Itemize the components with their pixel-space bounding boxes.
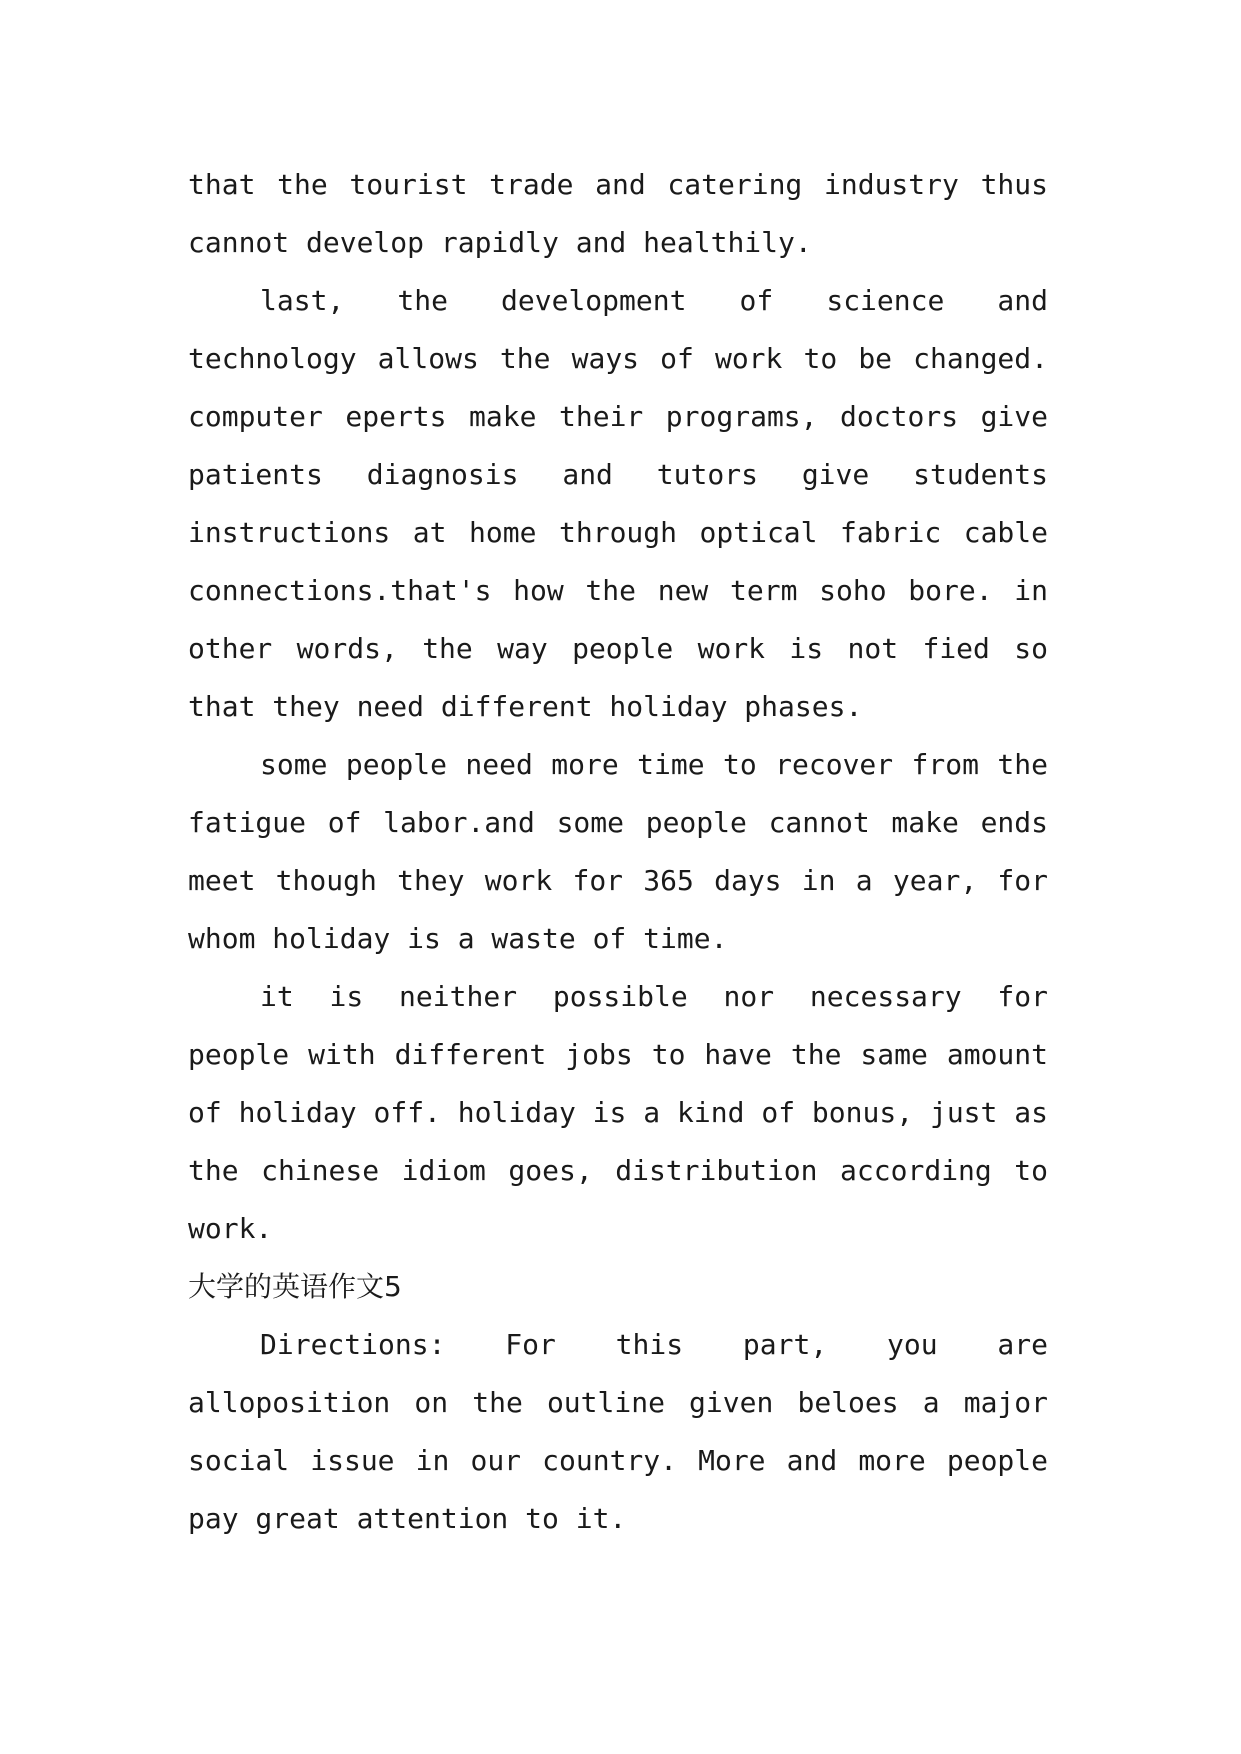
paragraph-fatigue: some people need more time to recover from the fatigue of labor.and some people cannot make ends meet though they work for 365 days in a year, for whom holiday is a waste of time. <box>188 748 1048 955</box>
paragraph-directions: Directions: For this part, you are alloposition on the outline given beloes a major social issue in our country. More and more people pay great attention to it. <box>188 1328 1048 1535</box>
section-heading: 大学的英语作文5 <box>188 1270 402 1303</box>
paragraph-conclusion: it is neither possible nor necessary for people with different jobs to have the same amount of holiday off. holiday is a kind of bonus, just as the chinese idiom goes, distribution according to work. <box>188 980 1048 1245</box>
paragraph-technology: last, the development of science and technology allows the ways of work to be changed. computer eperts make their programs, doctors give patients diagnosis and tutors give students instructions at home through optical fabric cable connections.that's how the new term soho bore. in other words, the way people work is not fied so that they need different holiday phases. <box>188 284 1048 723</box>
document-body <box>188 156 1048 1548</box>
paragraph-continuation: that the tourist trade and catering industry thus cannot develop rapidly and healthily. <box>188 168 1048 259</box>
